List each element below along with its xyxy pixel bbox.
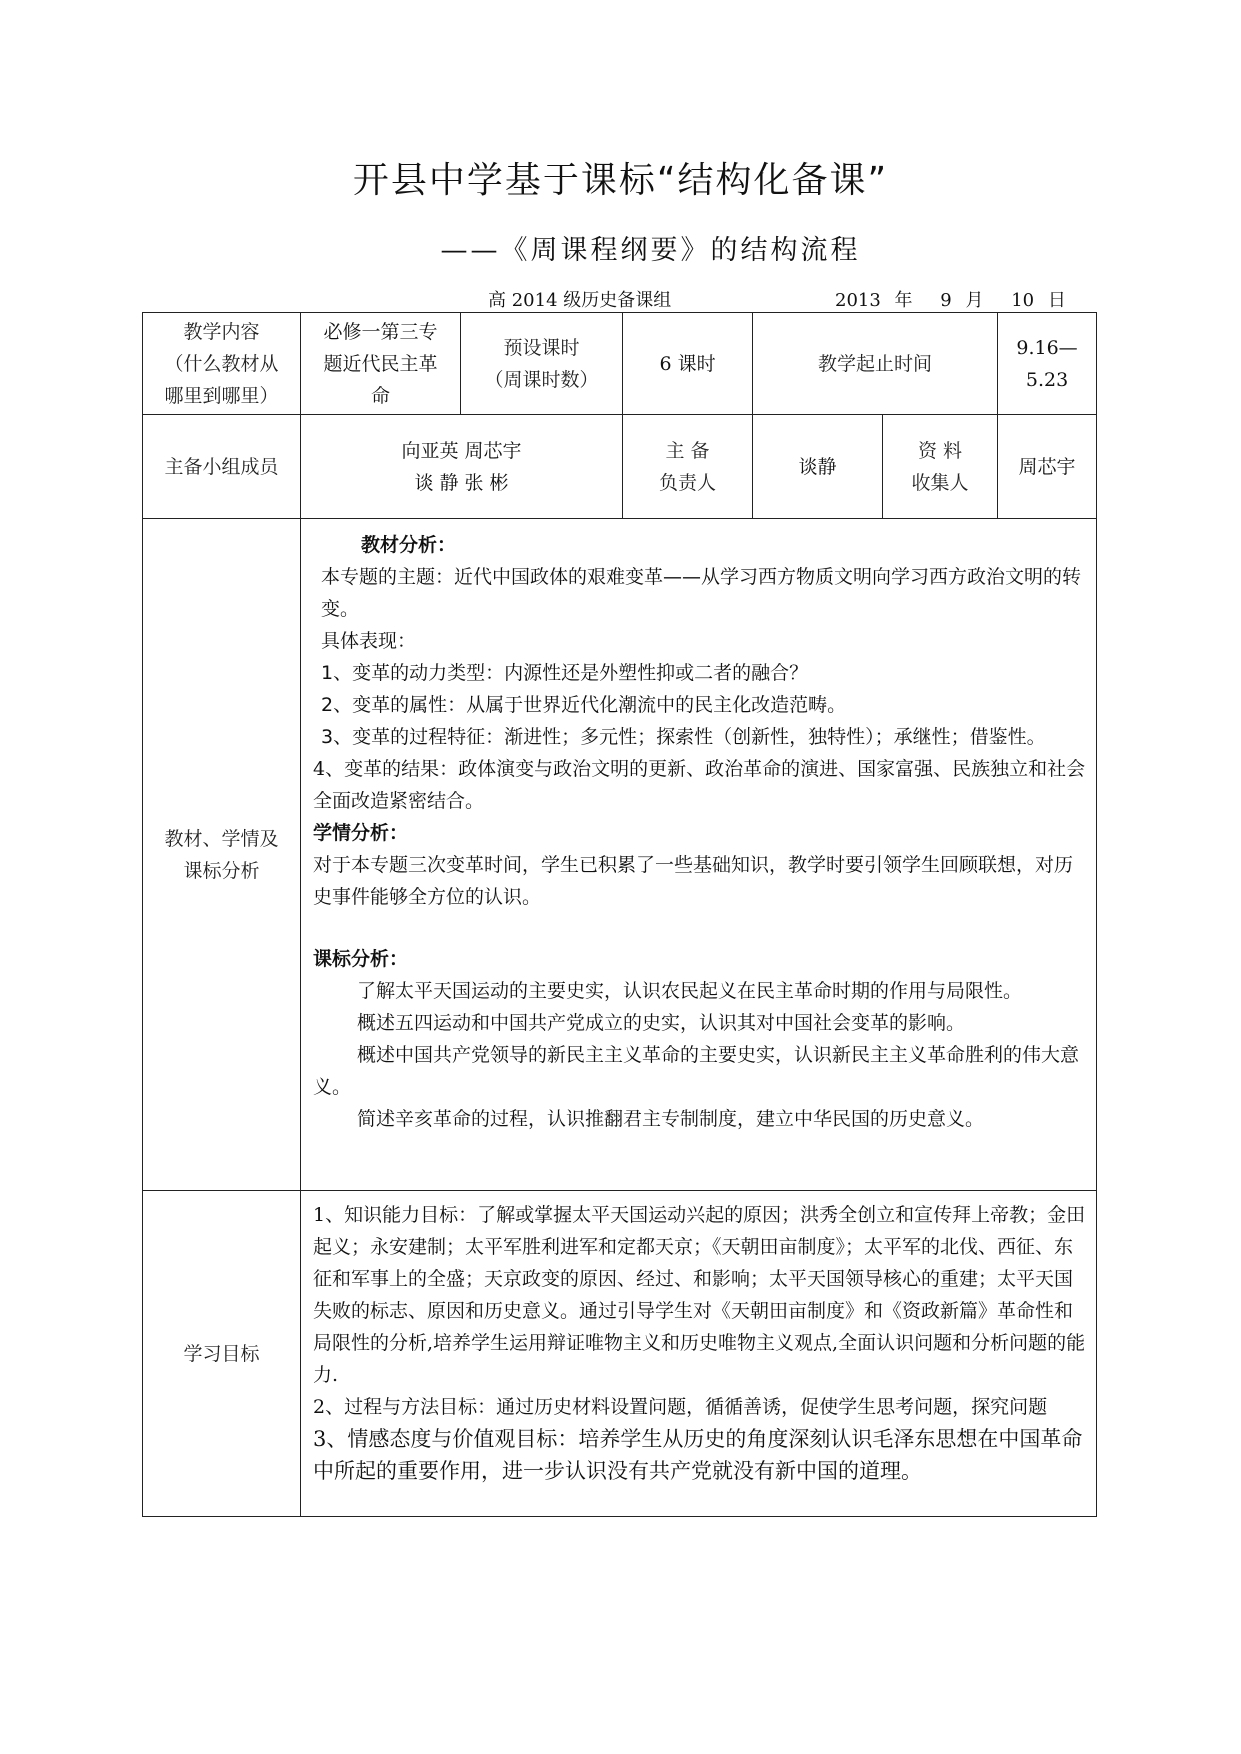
student-analysis-text: 对于本专题三次变革时间，学生已积累了一些基础知识，教学时要引领学生回顾联想，对历史事件能够全方位的认识。 [313,854,1074,908]
page-title: 开县中学基于课标“结构化备课” [352,160,889,201]
point-2: 2、变革的属性：从属于世界近代化潮流中的民主化改造范畴。 [321,694,847,716]
collector-value: 周芯宇 [998,415,1097,519]
lead-label: 主 备 负责人 [623,415,753,519]
goals-content [301,1191,1097,1517]
spacer [313,913,1088,943]
goal-1: 1、知识能力目标：了解或掌握太平天国运动兴起的原因；洪秀全创立和宣传拜上帝教；金田起义；永安建制；太平军胜利进军和定都天京；《天朝田亩制度》；太平军的北伐、西征、东征和军事上的全盛；天京政变的原因、经过、和影响；太平天国领导核心的重建；太平天国失败的标志、原因和历史意义。通过引导学生对《天朝田亩制度》和《资政新篇》革命性和局限性的分析,培养学生运用辩证唯物主义和历史唯物主义观点,全面认识问题和分析问题的能力. [313,1204,1086,1386]
analysis-content [301,519,1097,1191]
content-label: 教学内容 （什么教材从 哪里到哪里） [143,313,301,415]
content-value: 必修一第三专 题近代民主革 命 [301,313,461,415]
theme-text: 本专题的主题：近代中国政体的艰难变革——从学习西方物质文明向学习西方政治文明的转变。 [321,566,1082,620]
prep-group: 高 2014 级历史备课组 [488,290,672,311]
row-teaching-content [143,313,1097,415]
goal-3: 3、情感态度与价值观目标：培养学生从历史的角度深刻认识毛泽东思想在中国革命中所起的重要作用，进一步认识没有共产党就没有新中国的道理。 [313,1427,1083,1483]
date-month: 9 月 [940,290,984,311]
goals-label: 学习目标 [143,1191,301,1517]
point-3: 3、变革的过程特征：渐进性；多元性；探索性（创新性，独特性）；承继性；借鉴性。 [321,726,1046,748]
standard-4: 简述辛亥革命的过程，认识推翻君主专制制度，建立中华民国的历史意义。 [357,1108,985,1130]
lesson-plan-table [142,312,1097,1517]
subtitle-text: ——《周课程纲要》的结构流程 [440,235,861,266]
period-value: 9.16—5.23 [998,313,1097,415]
page-subtitle [0,228,1241,267]
standard-analysis-heading: 课标分析： [313,948,409,970]
date-day: 10 日 [1011,290,1066,311]
standard-1: 了解太平天国运动的主要史实，认识农民起义在民主革命时期的作用与局限性。 [357,980,1023,1002]
row-analysis [143,519,1097,1191]
hours-label: 预设课时 （周课时数） [461,313,623,415]
standard-3: 概述中国共产党领导的新民主主义革命的主要史实，认识新民主主义革命胜利的伟大意义。 [313,1044,1080,1098]
hours-value: 6 课时 [623,313,753,415]
date [835,286,1080,312]
date-year: 2013 年 [835,290,913,311]
specific-heading: 具体表现： [321,630,417,652]
members-label: 主备小组成员 [143,415,301,519]
period-label: 教学起止时间 [753,313,998,415]
lead-value: 谈静 [753,415,883,519]
row-members [143,415,1097,519]
goal-2: 2、过程与方法目标：通过历史材料设置问题，循循善诱，促使学生思考问题，探究问题 [313,1396,1048,1418]
collector-label: 资 料 收集人 [883,415,998,519]
analysis-label: 教材、学情及 课标分析 [143,519,301,1191]
textbook-analysis-heading: 教材分析： [361,534,457,556]
point-1: 1、变革的动力类型：内源性还是外塑性抑或二者的融合？ [321,662,809,684]
standard-2: 概述五四运动和中国共产党成立的史实，认识其对中国社会变革的影响。 [357,1012,966,1034]
row-goals [143,1191,1097,1517]
student-analysis-heading: 学情分析： [313,822,409,844]
point-4: 4、变革的结果：政体演变与政治文明的更新、政治革命的演进、国家富强、民族独立和社会全面改造紧密结合。 [313,758,1086,812]
members-value: 向亚英 周芯宇 谈 静 张 彬 [301,415,623,519]
